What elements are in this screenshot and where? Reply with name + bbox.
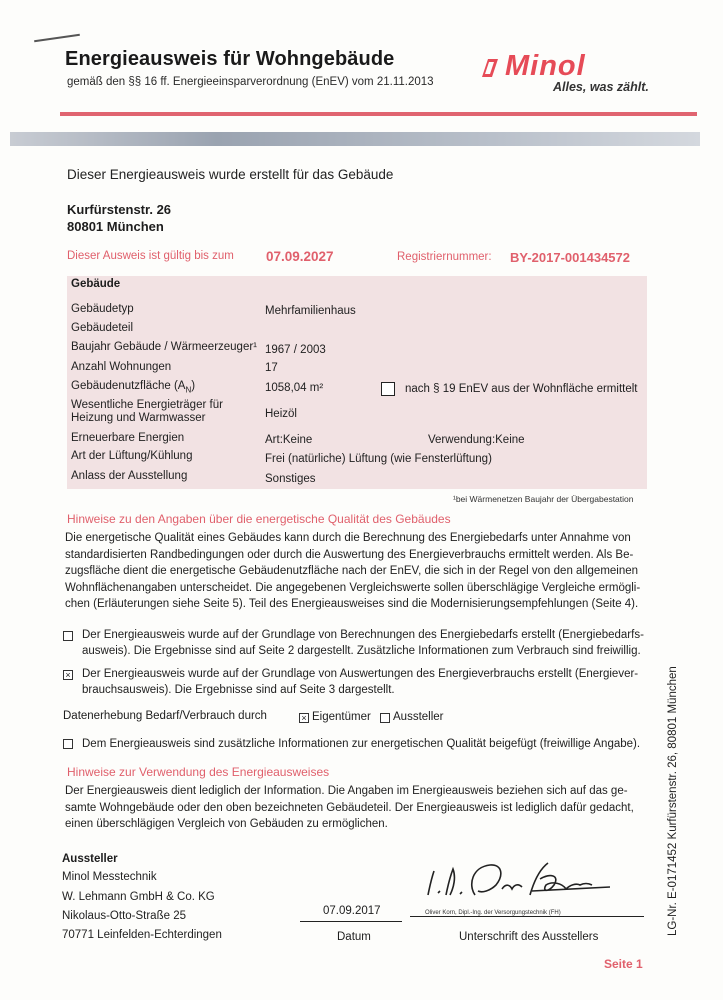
demand-certificate-checkbox[interactable] <box>63 631 73 641</box>
option-line: Der Energieausweis wurde auf der Grundlage von Auswertungen des Energieverbrauchs erstellt (Energiever- <box>82 668 639 680</box>
row-value-ventilation: Frei (natürliche) Lüftung (wie Fensterlüftung) <box>265 453 492 465</box>
row-label-occasion: Anlass der Ausstellung <box>71 470 188 482</box>
consumption-certificate-text <box>82 666 652 698</box>
row-label-energy-carrier: Wesentliche Energieträger für <box>71 399 223 411</box>
intro-text: Dieser Energieausweis wurde erstellt für das Gebäude <box>67 167 394 182</box>
registration-label: Registriernummer: <box>397 251 492 263</box>
quality-heading: Hinweise zu den Angaben über die energetische Qualität des Gebäudes <box>67 512 451 526</box>
pen-mark <box>34 34 80 42</box>
row-value-energy-carrier: Heizöl <box>265 408 297 420</box>
quality-line: standardisierten Randbedingungen oder durch die Auswertung des Energieverbrauchs ermittelt werden. Als Be- <box>65 548 634 561</box>
row-value-renewable-type: Art:Keine <box>265 434 313 446</box>
row-value-area: 1058,04 m² <box>265 382 324 394</box>
issuer-line: Minol Messtechnik <box>62 871 157 883</box>
row-label-renewable: Erneuerbare Energien <box>71 432 185 444</box>
side-note: LG-Nr. E-0171452 Kurfürstenstr. 26, 80801 München <box>667 666 679 936</box>
data-collection-label: Datenerhebung Bedarf/Verbrauch durch <box>63 710 267 722</box>
row-label-units: Anzahl Wohnungen <box>71 361 172 373</box>
footnote: ¹bei Wärmenetzen Baujahr der Übergabestation <box>453 494 634 504</box>
row-label-energy-carrier-2: Heizung und Warmwasser <box>71 412 206 424</box>
row-value-renewable-use: Verwendung:Keine <box>428 434 525 446</box>
address-city: 80801 München <box>67 219 164 234</box>
usage-line: Der Energieausweis dient lediglich der Information. Die Angaben im Energieausweis beziehen sich auf das ge- <box>65 785 628 797</box>
validity-label: Dieser Ausweis ist gültig bis zum <box>67 250 234 262</box>
owner-label: Eigentümer <box>312 711 371 723</box>
issuer-line: 70771 Leinfelden-Echterdingen <box>62 929 222 941</box>
quality-line: chen (Erläuterungen siehe Seite 5). Teil des Energieausweises sind die Modernisierungsempfehlungen (Seite 4). <box>65 598 639 610</box>
address-street: Kurfürstenstr. 26 <box>67 202 172 217</box>
date-line <box>300 921 402 922</box>
date-label: Datum <box>337 931 371 943</box>
row-label-year: Baujahr Gebäude / Wärmeerzeuger¹ <box>71 341 258 353</box>
row-label-area-end: ) <box>191 380 196 392</box>
page-title: Energieausweis für Wohngebäude <box>65 48 395 70</box>
area-from-living-space-checkbox[interactable] <box>381 382 395 396</box>
row-label-part: Gebäudeteil <box>71 322 134 334</box>
validity-date: 07.09.2027 <box>266 249 334 264</box>
slogan: Alles, was zählt. <box>553 80 649 94</box>
issuer-line: W. Lehmann GmbH & Co. KG <box>62 891 215 903</box>
area-checkbox-label: nach § 19 EnEV aus der Wohnfläche ermittelt <box>405 383 638 395</box>
usage-line: einen überschlägigen Vergleich von Gebäuden zu ermöglichen. <box>65 818 388 830</box>
signer-name: Oliver Korn, Dipl.-Ing. der Versorgungstechnik (FH) <box>425 910 561 916</box>
row-label-area-text: Gebäudenutzfläche (A <box>71 380 186 392</box>
row-label-type: Gebäudetyp <box>71 303 134 315</box>
row-value-type: Mehrfamilienhaus <box>265 305 356 317</box>
gray-band <box>10 132 700 146</box>
quality-line: Wohnflächenangaben unterscheidet. Die angegebenen Vergleichswerte sollen überschlägige Vergleiche ermögli- <box>65 581 641 594</box>
consumption-certificate-checkbox[interactable]: × <box>63 670 73 680</box>
row-label-area <box>71 380 195 394</box>
row-value-occasion: Sonstiges <box>265 473 316 485</box>
registration-number: BY-2017-001434572 <box>510 250 630 265</box>
demand-certificate-text <box>82 627 652 659</box>
issue-date: 07.09.2017 <box>323 905 381 917</box>
issuer-label: Aussteller <box>393 711 444 723</box>
extra-info-checkbox[interactable] <box>63 739 73 749</box>
row-value-year: 1967 / 2003 <box>265 344 326 356</box>
quality-line: zugsfläche dient die energetische Gebäudenutzfläche nach der EnEV, die sich in der Regel von den allgemeinen <box>65 565 639 577</box>
building-heading: Gebäude <box>71 278 121 290</box>
issuer-heading: Aussteller <box>62 853 118 865</box>
signature-line <box>410 916 644 917</box>
row-label-area-sub: N <box>185 385 192 395</box>
page-subtitle: gemäß den §§ 16 ff. Energieeinsparverordnung (EnEV) vom 21.11.2013 <box>67 76 434 88</box>
option-line: brauchsausweis). Die Ergebnisse sind auf Seite 3 dargestellt. <box>82 684 395 696</box>
usage-heading: Hinweise zur Verwendung des Energieausweises <box>67 765 330 779</box>
usage-line: samte Wohngebäude oder den oben bezeichneten Gebäudeteil. Der Energieausweis ist lediglich dafür gedacht, <box>65 801 634 814</box>
header-divider <box>60 112 697 116</box>
usage-paragraph <box>65 783 655 833</box>
minol-logo: Minol <box>505 50 586 82</box>
quality-paragraph <box>65 530 655 613</box>
row-label-ventilation: Art der Lüftung/Kühlung <box>71 450 193 462</box>
minol-logo-mark-icon <box>476 55 500 79</box>
owner-checkbox[interactable]: × <box>299 713 309 723</box>
issuer-line: Nikolaus-Otto-Straße 25 <box>62 910 186 922</box>
row-value-units: 17 <box>265 362 278 374</box>
option-line: Der Energieausweis wurde auf der Grundlage von Berechnungen des Energiebedarfs erstellt (Energiebedarfs- <box>82 629 644 641</box>
page-number: Seite 1 <box>604 957 643 971</box>
extra-info-text: Dem Energieausweis sind zusätzliche Informationen zur energetischen Qualität beigefügt (freiwillige Angabe). <box>82 738 641 750</box>
issuer-checkbox[interactable] <box>380 713 390 723</box>
quality-line: Die energetische Qualität eines Gebäudes kann durch die Berechnung des Energiebedarfs unter Annahme von <box>65 532 631 544</box>
signature-label: Unterschrift des Ausstellers <box>459 931 599 943</box>
option-line: ausweis). Die Ergebnisse sind auf Seite 2 dargestellt. Zusätzliche Informationen zum Verbrauch sind freiwillig. <box>82 645 641 657</box>
handwritten-signature-icon <box>420 855 620 905</box>
